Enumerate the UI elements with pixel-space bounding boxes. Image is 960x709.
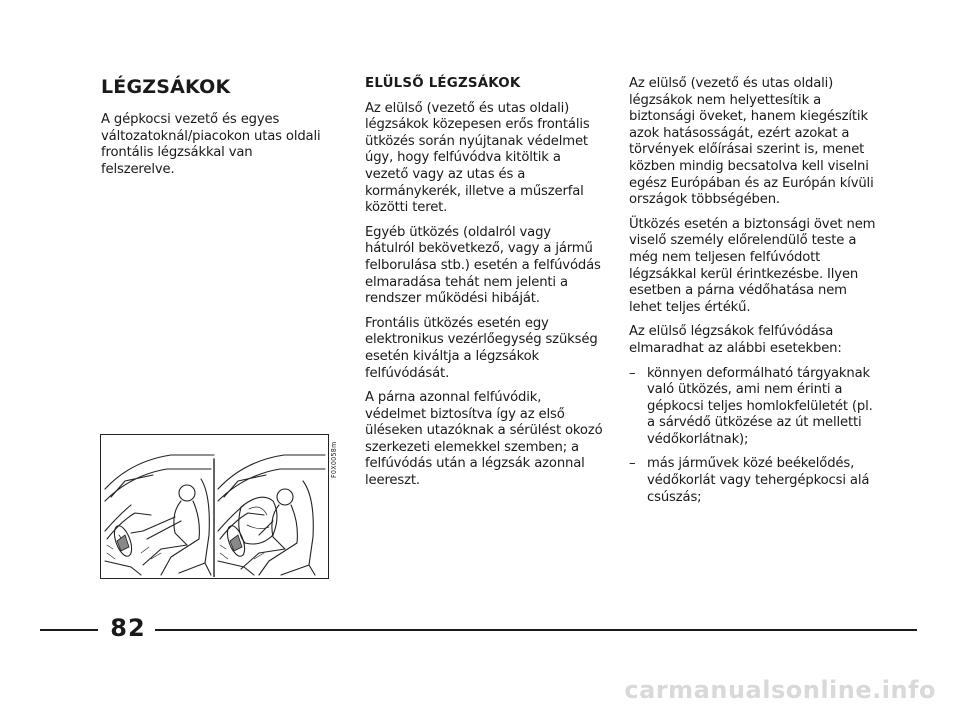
column-middle	[365, 76, 603, 498]
dash-bullet: –	[629, 456, 636, 472]
list-item	[629, 456, 879, 506]
dash-bullet: –	[629, 365, 636, 381]
intro-paragraph: A gépkocsi vezető és egyes változatoknál/piacokon utas oldali frontális légzsákkal van felszerelve.	[101, 112, 321, 177]
list-item-text: más járművek közé beékelődés, védőkorlát vagy tehergépkocsi alá csúszás;	[647, 456, 870, 505]
airbag-illustration	[100, 434, 329, 579]
watermark: carmanualsonline.info	[624, 676, 936, 704]
page-title: LÉGZSÁKOK	[101, 76, 231, 98]
section-heading: ELÜLSŐ LÉGZSÁKOK	[365, 76, 521, 91]
paragraph: A párna azonnal felfúvódik, védelmet biztosítva így az első üléseken utazóknak a sérülést okozó szerkezeti elemekkel szemben; a felfúvódás után a légzsák azonnal leereszt.	[365, 390, 603, 489]
paragraph: Egyéb ütközés (oldalról vagy hátulról bekövetkező, vagy a jármű felborulása stb.) esetén a felfúvódás elmaradása tehát nem jelenti a rendszer működési hibáját.	[365, 224, 601, 307]
footer-rule-right	[155, 629, 917, 631]
paragraph: Az elülső (vezető és utas oldali) légzsákok közepesen erős frontális ütközés során nyújtanak védelmet úgy, hogy felfúvódva kitöltik a vezető vagy az utas és a kormánykerék, illetve a műszerfal közötti teret.	[365, 100, 590, 216]
list-item	[629, 366, 879, 449]
figure-code: F0X0058m	[330, 441, 338, 478]
airbag-illustration-icon	[101, 435, 327, 577]
column-right	[629, 76, 879, 514]
column-left	[101, 76, 326, 186]
paragraph: Az elülső légzsákok felfúvódása elmaradhat az alábbi esetekben:	[629, 324, 842, 356]
paragraph: Frontális ütközés esetén egy elektronikus vezérlőegység szükség esetén kiváltja a légzsákok felfúvódását.	[365, 315, 598, 381]
conditions-list	[629, 366, 879, 507]
footer-rule-left	[40, 629, 98, 631]
page-number: 82	[110, 614, 146, 642]
paragraph: Az elülső (vezető és utas oldali) légzsákok nem helyettesítik a biztonsági öveket, hanem kiegészítik azok hatásosságát, ezért azokat a törvények előírásai szerint is, menet közben mindig becsatolva kell viselni egész Európában és az Európán kívüli országok többségében.	[629, 76, 874, 208]
list-item-text: könnyen deformálható tárgyaknak való ütközés, ami nem érinti a gépkocsi teljes homlokfelületét (pl. a sárvédő ütközése az út melletti védőkorlátnak);	[647, 365, 873, 447]
paragraph: Ütközés esetén a biztonsági övet nem viselő személy előrelendülő teste a még nem teljesen felfúvódott légzsákkal kerül érintkezésbe. Ilyen esetben a párna védőhatása nem lehet teljes értékű.	[629, 216, 876, 315]
